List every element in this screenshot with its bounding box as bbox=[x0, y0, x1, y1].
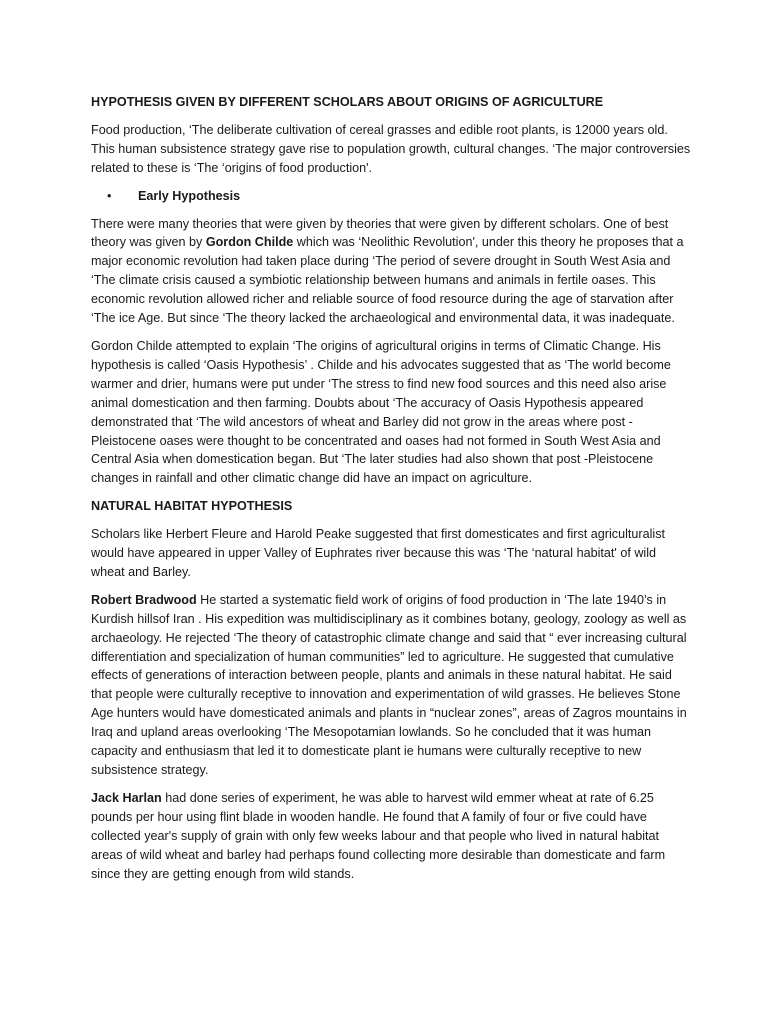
document-body bbox=[91, 93, 691, 892]
paragraph-text: He started a systematic field work of origins of food production in ‘The late 1940’s in Kurdish hillsof Iran . His expedition was multidisciplinary as it combines botany, geology, zoology as well as archaeology. He rejected ‘The theory of catastrophic climate change and said that “ ever increasing cultural differentiation and specialization of human communities” led to agriculture. He suggested that cumulative effects of generations of interaction between people, plants and animals in these natural habitat. He said that people were culturally receptive to innovation and experimentation of wild grasses. He believes Stone Age hunters would have domesticated animals and plants in “nuclear zones”, areas of Zagros mountains in Iraq and upland areas overlooking ‘The Mesopotamian lowlands. So he concluded that it was human capacity and enthusiasm that led it to domesticate plant ie humans were culturally receptive to new subsistence strategy. bbox=[91, 592, 687, 777]
paragraph-oasis-hypothesis: Gordon Childe attempted to explain ‘The origins of agricultural origins in terms of Climatic Change. His hypothesis is called ‘Oasis Hypothesis’ . Childe and his advocates suggested that as ‘The world become warmer and drier, humans were put under ‘The stress to find new food sources and this need also arise animal domestication and then farming. Doubts about ‘The accuracy of Oasis Hypothesis appeared demonstrated that ‘The wild ancestors of wheat and Barley did not grow in the areas where post -Pleistocene oases were thought to be concentrated and oases had not formed in South West Asia and Central Asia when domestication began. But ‘The later studies had also shown that post -Pleistocene changes in rainfall and other climatic change did have an impact on agriculture. bbox=[91, 338, 671, 486]
scholar-name: Jack Harlan bbox=[91, 790, 162, 805]
paragraph-robert-bradwood bbox=[91, 591, 691, 780]
paragraph-text: had done series of experiment, he was able to harvest wild emmer wheat at rate of 6.25 pounds per hour using flint blade in wooden handle. He found that A family of four or five could have collected year's supply of grain with only few weeks labour and that people who lived in natural habitat areas of wild wheat and barley had perhaps found collecting more desirable than domesticate and farm since they are getting enough from wild stands. bbox=[91, 790, 666, 881]
intro-paragraph: Food production, ‘The deliberate cultivation of cereal grasses and edible root plants, is 12000 years old. This human subsistence strategy gave rise to population growth, cultural changes. ‘The major controversies related to these is ‘The ‘origins of food production'. bbox=[91, 122, 691, 175]
paragraph-gordon-childe bbox=[91, 215, 691, 328]
bullet-label: Early Hypothesis bbox=[138, 188, 241, 203]
bullet-item-early-hypothesis bbox=[91, 187, 691, 206]
paragraph-text: which was ‘Neolithic Revolution', under this theory he proposes that a major economic revolution had taken place during ‘The period of severe drought in South West Asia and ‘The climate crisis caused a symbiotic relationship between humans and animals in fertile oases. This economic revolution allowed richer and reliable source of food resource during the age of starvation after ‘The ice Age. But since ‘The theory lacked the archaeological and environmental data, it was inadequate. bbox=[91, 235, 684, 326]
section-heading-natural-habitat: NATURAL HABITAT HYPOTHESIS bbox=[91, 499, 293, 514]
paragraph-text: There were many theories that were given by theories that were given by different scholars. One of best theory was given by bbox=[91, 216, 669, 250]
paragraph-fleure-peake: Scholars like Herbert Fleure and Harold Peake suggested that first domesticates and first agriculturalist would have appeared in upper Valley of Euphrates river because this was ‘The ‘natural habitat' of wild wheat and Barley. bbox=[91, 527, 665, 579]
scholar-name: Robert Bradwood bbox=[91, 592, 197, 607]
bullet-icon: • bbox=[107, 188, 112, 203]
paragraph-jack-harlan bbox=[91, 789, 691, 884]
scholar-name: Gordon Childe bbox=[205, 235, 294, 250]
document-title: HYPOTHESIS GIVEN BY DIFFERENT SCHOLARS ABOUT ORIGINS OF AGRICULTURE bbox=[91, 95, 604, 109]
